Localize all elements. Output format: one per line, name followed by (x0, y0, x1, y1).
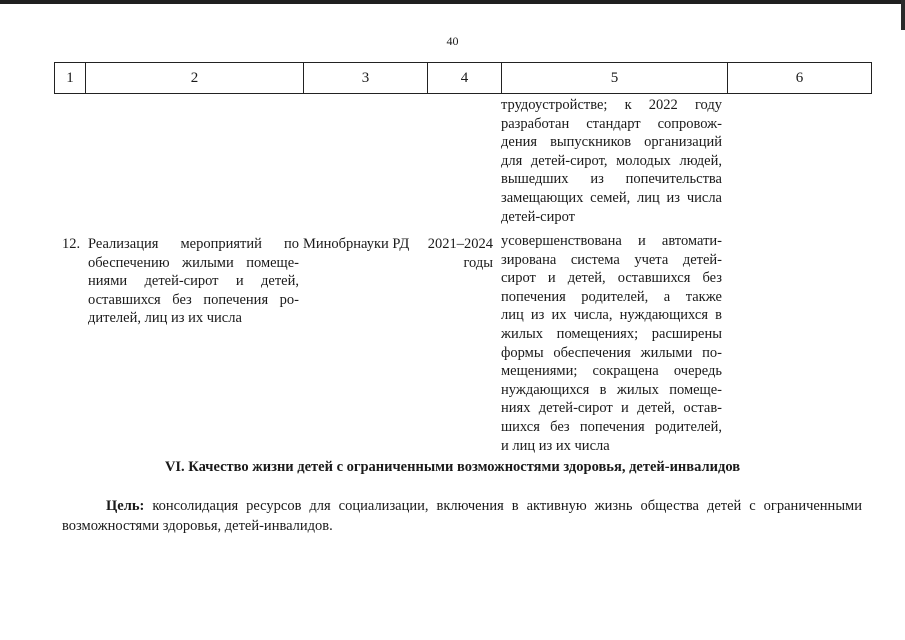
goal-label: Цель: (106, 498, 145, 514)
measure-line: ниями детей-сирот и детей, (88, 273, 299, 290)
scan-edge-top (0, 0, 905, 4)
page-number: 40 (446, 34, 459, 48)
scan-edge-right (901, 0, 905, 30)
result-line: зирована система учета детей- (501, 251, 722, 268)
header-col-4: 4 (427, 63, 501, 93)
result-line: и лиц из их числа (501, 437, 610, 454)
result-line: формы обеспечения жилыми по- (501, 344, 722, 361)
table-header-row (54, 62, 872, 94)
measure-line: Реализация мероприятий по (88, 236, 299, 252)
result-line: вышедших из попечительства (501, 171, 722, 188)
header-col-6: 6 (727, 63, 871, 93)
goal-text: консолидация ресурсов для социализации, включения в активную жизнь общества детей с ограниченными возможностями здоровья, детей-инвалидов. (62, 498, 862, 534)
result-line: жилых помещениях; расширены (501, 325, 722, 342)
row-12-result (501, 232, 722, 455)
result-line: попечения родителей, а также (501, 288, 722, 305)
row-12-period (423, 235, 493, 272)
goal-paragraph (62, 496, 862, 536)
row-11-result (501, 96, 722, 226)
result-line: ниях детей-сирот и детей, остав- (501, 400, 722, 417)
result-line: лиц из их числа, нуждающихся в (501, 307, 722, 324)
measure-line: дителей, лиц из их числа (88, 310, 242, 327)
result-line: шихся без попечения родителей, (501, 418, 722, 435)
result-line: замещающих семей, лиц из числа (501, 189, 722, 206)
result-line: нуждающихся в жилых помеще- (501, 381, 722, 398)
period-line: годы (463, 254, 493, 271)
period-line: 2021–2024 (427, 236, 493, 252)
result-line: разработан стандарт сопровож- (501, 115, 722, 132)
result-line: усовершенствована и автомати- (501, 233, 722, 249)
result-line: детей-сирот (501, 208, 576, 225)
result-line: для детей-сирот, молодых людей, (501, 152, 722, 169)
header-col-1: 1 (66, 69, 74, 86)
row-12-measure (88, 235, 299, 328)
header-col-3: 3 (303, 63, 427, 93)
row-12-executor: Минобрнауки РД (303, 236, 410, 252)
measure-line: обеспечению жилыми помеще- (88, 254, 299, 271)
result-line: мещениями; сокращена очередь (501, 363, 722, 380)
result-line: сирот и детей, оставшихся без (501, 270, 722, 287)
measure-line: оставшихся без попечения ро- (88, 291, 299, 308)
section-title: VI. Качество жизни детей с ограниченными возможностями здоровья, детей-инвалидов (164, 459, 741, 475)
result-line: дения выпускников организаций (501, 134, 722, 151)
row-12-number: 12. (62, 236, 81, 252)
header-col-2: 2 (85, 63, 303, 93)
header-col-5: 5 (501, 63, 727, 93)
result-line: трудоустройстве; к 2022 году (501, 97, 722, 113)
